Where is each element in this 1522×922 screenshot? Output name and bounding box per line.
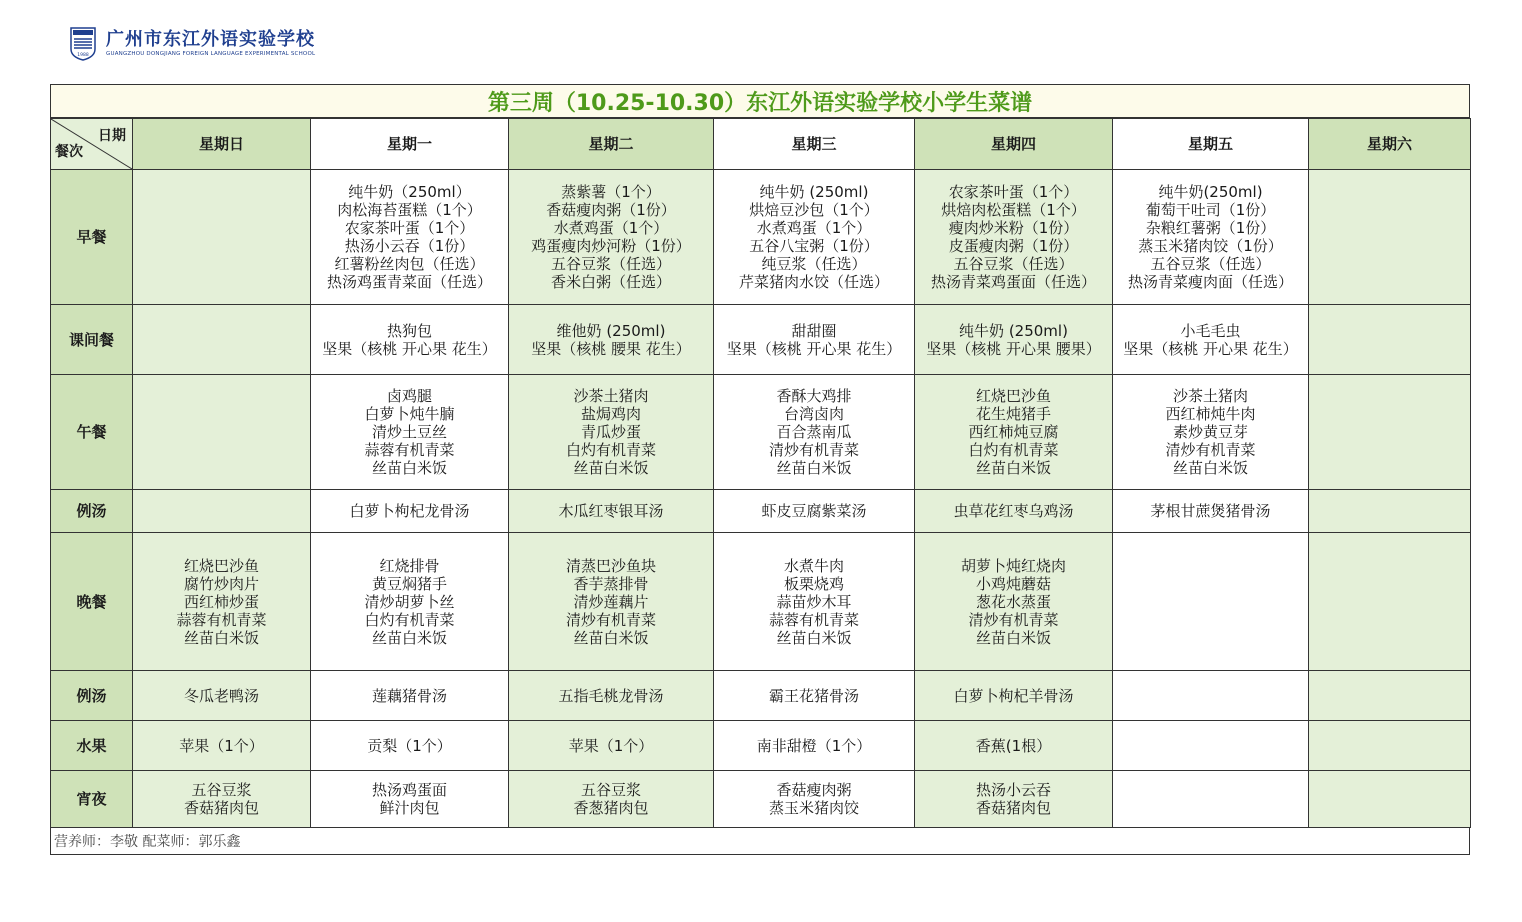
dish-item: 鲜汁肉包: [379, 799, 440, 817]
dish-item: 坚果（核桃 开心果 花生）: [726, 339, 902, 358]
meal-row: [51, 533, 1471, 671]
dish-item: 香蕉(1根）: [975, 736, 1052, 755]
dish-item: 清炒有机青菜: [968, 610, 1059, 629]
menu-cell: [311, 771, 509, 828]
dish-item: 水煮鸡蛋（1个）: [553, 219, 669, 237]
menu-cell: [1113, 771, 1309, 828]
dish-item: 西红柿炖豆腐: [968, 423, 1059, 441]
menu-cell: [714, 533, 915, 671]
day-header: 星期五: [1113, 119, 1309, 170]
dish-item: 清炒有机青菜: [1165, 441, 1256, 459]
menu-cell: [311, 375, 509, 490]
menu-cell: [311, 721, 509, 771]
dish-item: 台湾卤肉: [783, 405, 844, 423]
dish-item: 鸡蛋瘦肉炒河粉（1份）: [531, 237, 691, 255]
dish-item: 盐焗鸡肉: [580, 405, 641, 423]
dish-item: 热汤青菜瘦肉面（任选）: [1127, 273, 1293, 291]
menu-cell: [915, 170, 1113, 305]
dish-item: 虾皮豆腐紫菜汤: [761, 502, 867, 520]
menu-cell: [1309, 375, 1471, 490]
dish-item: 白萝卜枸杞羊骨汤: [953, 686, 1074, 705]
menu-cell: [1309, 170, 1471, 305]
menu-cell: [311, 671, 509, 721]
menu-cell: [509, 671, 714, 721]
meal-label: 例汤: [51, 671, 133, 721]
dish-item: 百合蒸南瓜: [776, 423, 852, 441]
meal-label: 早餐: [51, 170, 133, 305]
dish-item: 白萝卜炖牛腩: [364, 405, 455, 423]
dish-item: 蒜蓉有机青菜: [176, 610, 267, 629]
school-logo: [70, 27, 315, 61]
day-header: 星期一: [311, 119, 509, 170]
meal-label: 晚餐: [51, 533, 133, 671]
dish-item: 五谷豆浆: [191, 781, 252, 799]
dish-item: 烘焙肉松蛋糕（1个）: [941, 201, 1086, 219]
dish-item: 皮蛋瘦肉粥（1份）: [948, 237, 1079, 255]
dish-item: 烘焙豆沙包（1个）: [749, 201, 879, 219]
dish-item: 香酥大鸡排: [776, 387, 852, 405]
menu-cell: [311, 305, 509, 375]
dish-item: 花生炖猪手: [975, 405, 1051, 423]
school-crest-icon: [70, 27, 96, 61]
dish-item: 青瓜炒蛋: [580, 423, 641, 441]
menu-cell: [1309, 771, 1471, 828]
menu-cell: [1113, 721, 1309, 771]
dish-item: 腐竹炒肉片: [183, 574, 259, 593]
dish-item: 白萝卜枸杞龙骨汤: [349, 502, 470, 520]
menu-cell: [1309, 721, 1471, 771]
meal-row: [51, 305, 1471, 375]
meal-label: 水果: [51, 721, 133, 771]
dish-item: 丝苗白米饭: [573, 459, 649, 477]
menu-cell: [133, 490, 311, 533]
menu-cell: [509, 721, 714, 771]
dish-item: 肉松海苔蛋糕（1个）: [337, 201, 482, 219]
dish-item: 纯牛奶 (250ml): [759, 183, 869, 201]
day-header: 星期二: [509, 119, 714, 170]
menu-cell: [714, 490, 915, 533]
menu-body: [51, 170, 1471, 828]
dish-item: 南非甜橙（1个）: [756, 736, 872, 755]
meal-row: [51, 671, 1471, 721]
menu-cell: [1113, 533, 1309, 671]
dish-item: 热汤鸡蛋面: [371, 781, 447, 799]
menu-cell: [133, 170, 311, 305]
day-header: 星期三: [714, 119, 915, 170]
menu-cell: [714, 170, 915, 305]
menu-cell: [311, 490, 509, 533]
menu-cell: [1113, 305, 1309, 375]
dish-item: 小毛毛虫: [1180, 321, 1241, 340]
dish-item: 农家茶叶蛋（1个）: [948, 183, 1079, 201]
menu-cell: [311, 533, 509, 671]
menu-cell: [1113, 170, 1309, 305]
dish-item: 蒜蓉有机青菜: [364, 441, 455, 459]
dish-item: 热狗包: [386, 321, 432, 340]
dish-item: 丝苗白米饭: [1172, 459, 1248, 477]
dish-item: 卤鸡腿: [386, 387, 432, 405]
dish-item: 蒸玉米猪肉饺（1份）: [1138, 237, 1283, 255]
menu-cell: [1113, 490, 1309, 533]
dish-item: 五谷豆浆（任选）: [1150, 255, 1271, 273]
dish-item: 白灼有机青菜: [565, 441, 656, 459]
dish-item: 水煮牛肉: [783, 556, 844, 575]
dish-item: 香芋蒸排骨: [573, 574, 649, 593]
dish-item: 清炒有机青菜: [565, 610, 656, 629]
menu-cell: [915, 490, 1113, 533]
meal-label: 例汤: [51, 490, 133, 533]
day-header: 星期日: [133, 119, 311, 170]
meal-label: 课间餐: [51, 305, 133, 375]
dish-item: 红烧巴沙鱼: [975, 387, 1051, 405]
dish-item: 蒜蓉有机青菜: [768, 610, 859, 629]
dish-item: 白灼有机青菜: [364, 610, 455, 629]
dish-item: 红烧巴沙鱼: [183, 556, 259, 575]
menu-cell: [509, 375, 714, 490]
dish-item: 热汤小云吞: [975, 781, 1051, 799]
menu-cell: [915, 375, 1113, 490]
dish-item: 五谷豆浆: [580, 781, 641, 799]
dish-item: 香菇瘦肉粥: [776, 781, 852, 799]
dish-item: 香米白粥（任选）: [550, 273, 671, 291]
dish-item: 热汤小云吞（1份）: [344, 237, 475, 255]
menu-cell: [1113, 671, 1309, 721]
dish-item: 苹果（1个）: [179, 736, 264, 755]
dish-item: 甜甜圈: [791, 321, 837, 340]
menu-cell: [133, 375, 311, 490]
meal-row: [51, 375, 1471, 490]
meal-row: [51, 721, 1471, 771]
dish-item: 清炒莲藕片: [573, 592, 649, 611]
crest-year: 1988: [77, 53, 89, 58]
school-name: 广州市东江外语实验学校: [106, 29, 315, 50]
dish-item: 西红柿炖牛肉: [1165, 405, 1256, 423]
menu-cell: [133, 671, 311, 721]
dish-item: 纯牛奶(250ml): [1158, 183, 1263, 201]
menu-cell: [311, 170, 509, 305]
meal-label: 午餐: [51, 375, 133, 490]
menu-cell: [915, 721, 1113, 771]
corner-date-label: 日期: [98, 128, 126, 144]
menu-cell: [509, 305, 714, 375]
dish-item: 清炒有机青菜: [768, 441, 859, 459]
dish-item: 蒸紫薯（1个）: [561, 183, 661, 201]
dish-item: 胡萝卜炖红烧肉: [960, 556, 1066, 575]
dish-item: 丝苗白米饭: [776, 628, 852, 647]
dish-item: 丝苗白米饭: [371, 459, 447, 477]
dish-item: 丝苗白米饭: [183, 628, 259, 647]
menu-cell: [915, 771, 1113, 828]
dish-item: 板栗烧鸡: [783, 574, 844, 593]
meal-label: 宵夜: [51, 771, 133, 828]
dish-item: 坚果（核桃 开心果 花生）: [322, 339, 497, 358]
dish-item: 丝苗白米饭: [975, 459, 1051, 477]
menu-cell: [1309, 671, 1471, 721]
dish-item: 五谷豆浆（任选）: [953, 255, 1074, 273]
menu-table: [50, 118, 1471, 828]
menu-cell: [509, 170, 714, 305]
dish-item: 纯豆浆（任选）: [761, 255, 867, 273]
menu-cell: [509, 771, 714, 828]
menu-cell: [1113, 375, 1309, 490]
dish-item: 蒸玉米猪肉饺: [768, 799, 859, 817]
dish-item: 坚果（核桃 腰果 花生）: [531, 339, 691, 358]
dish-item: 香菇瘦肉粥（1份）: [546, 201, 676, 219]
dish-item: 木瓜红枣银耳汤: [558, 502, 664, 520]
menu-cell: [133, 721, 311, 771]
dish-item: 茅根甘蔗煲猪骨汤: [1150, 502, 1271, 520]
dish-item: 冬瓜老鸭汤: [183, 686, 259, 705]
dish-item: 苹果（1个）: [568, 736, 654, 755]
menu-cell: [133, 305, 311, 375]
menu-cell: [1309, 305, 1471, 375]
dish-item: 瘦肉炒米粉（1份）: [948, 219, 1079, 237]
dish-item: 葡萄干吐司（1份）: [1145, 201, 1276, 219]
menu-cell: [915, 671, 1113, 721]
dish-item: 热汤鸡蛋青菜面（任选）: [326, 273, 492, 291]
corner-header: [51, 119, 133, 170]
menu-cell: [714, 375, 915, 490]
menu-cell: [915, 305, 1113, 375]
menu-cell: [915, 533, 1113, 671]
menu-cell: [1309, 533, 1471, 671]
dish-item: 虫草花红枣乌鸡汤: [953, 502, 1074, 520]
menu-cell: [1309, 490, 1471, 533]
dish-item: 香菇猪肉包: [183, 799, 259, 817]
dish-item: 水煮鸡蛋（1个）: [756, 219, 872, 237]
dish-item: 香菇猪肉包: [975, 799, 1051, 817]
dish-item: 维他奶 (250ml): [556, 321, 666, 340]
menu-cell: [509, 490, 714, 533]
dish-item: 坚果（核桃 开心果 腰果）: [926, 339, 1101, 358]
dish-item: 莲藕猪骨汤: [371, 686, 447, 705]
dish-item: 丝苗白米饭: [776, 459, 852, 477]
meal-row: [51, 490, 1471, 533]
dish-item: 白灼有机青菜: [968, 441, 1059, 459]
menu-cell: [509, 533, 714, 671]
dish-item: 素炒黄豆芽: [1172, 423, 1248, 441]
menu-cell: [133, 533, 311, 671]
dish-item: 丝苗白米饭: [573, 628, 649, 647]
dish-item: 清蒸巴沙鱼块: [565, 556, 656, 575]
menu-cell: [133, 771, 311, 828]
dish-item: 红烧排骨: [379, 556, 440, 575]
menu-cell: [714, 721, 915, 771]
corner-meal-label: 餐次: [55, 144, 83, 160]
menu-cell: [714, 305, 915, 375]
menu-sheet: [50, 84, 1470, 855]
dish-item: 五指毛桃龙骨汤: [558, 686, 664, 705]
dish-item: 丝苗白米饭: [371, 628, 447, 647]
dish-item: 清炒土豆丝: [371, 423, 447, 441]
dish-item: 清炒胡萝卜丝: [364, 592, 455, 611]
dish-item: 纯牛奶 (250ml): [959, 321, 1068, 340]
dish-item: 霸王花猪骨汤: [768, 686, 859, 705]
day-header: 星期四: [915, 119, 1113, 170]
dish-item: 香葱猪肉包: [573, 799, 649, 817]
dish-item: 纯牛奶（250ml）: [348, 183, 471, 201]
dish-item: 农家茶叶蛋（1个）: [344, 219, 475, 237]
dish-item: 贡梨（1个）: [367, 736, 452, 755]
menu-cell: [714, 771, 915, 828]
dish-item: 西红柿炒蛋: [183, 592, 259, 611]
dish-item: 芹菜猪肉水饺（任选）: [738, 273, 889, 291]
dish-item: 红薯粉丝肉包（任选）: [334, 255, 485, 273]
dish-item: 坚果（核桃 开心果 花生）: [1123, 339, 1298, 358]
dish-item: 五谷八宝粥（1份）: [749, 237, 879, 255]
dish-item: 沙茶土猪肉: [573, 387, 649, 405]
dish-item: 蒜苗炒木耳: [776, 592, 852, 611]
dish-item: 五谷豆浆（任选）: [550, 255, 671, 273]
meal-row: [51, 170, 1471, 305]
dish-item: 黄豆焖猪手: [371, 574, 447, 593]
dish-item: 杂粮红薯粥（1份）: [1145, 219, 1276, 237]
dish-item: 沙茶土猪肉: [1172, 387, 1248, 405]
menu-title: 第三周（10.25-10.30）东江外语实验学校小学生菜谱: [50, 84, 1470, 118]
menu-cell: [714, 671, 915, 721]
school-name-en: GUANGZHOU DONGJIANG FOREIGN LANGUAGE EXPERIMENTAL SCHOOL: [106, 51, 316, 57]
meal-row: [51, 771, 1471, 828]
dish-item: 葱花水蒸蛋: [975, 592, 1051, 611]
dish-item: 小鸡炖蘑菇: [975, 574, 1051, 593]
day-header-row: [51, 119, 1471, 170]
day-header: 星期六: [1309, 119, 1471, 170]
staff-credit: 营养师：李敬 配菜师：郭乐鑫: [50, 828, 1470, 855]
dish-item: 热汤青菜鸡蛋面（任选）: [930, 273, 1096, 291]
dish-item: 丝苗白米饭: [975, 628, 1051, 647]
